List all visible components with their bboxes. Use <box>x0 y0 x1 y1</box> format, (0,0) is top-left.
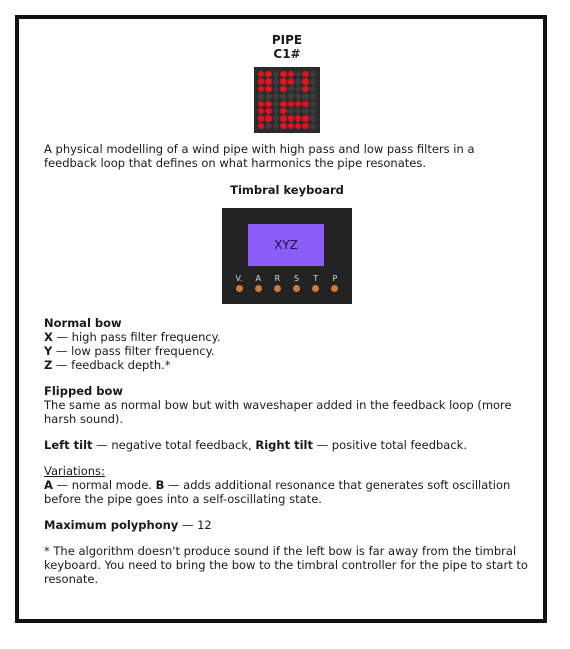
logo-dot <box>288 108 294 114</box>
logo-dot <box>265 101 271 107</box>
logo-dot <box>280 101 286 107</box>
knob-label: P <box>332 274 338 283</box>
normal-bow-section <box>44 316 530 372</box>
logo-dot <box>258 123 264 129</box>
tilt-section <box>44 438 530 452</box>
knob-icon <box>331 285 338 292</box>
knob-label: V. <box>235 274 243 283</box>
logo-dot <box>310 115 316 121</box>
logo-dot <box>310 71 316 77</box>
description-text: A physical modelling of a wind pipe with high pass and low pass filters in a feedback loop that defines on what harmonics the pipe resonates. <box>44 142 475 170</box>
logo-dot <box>265 71 271 77</box>
knob-label: S <box>294 274 300 283</box>
logo-dot <box>265 78 271 84</box>
logo-dot <box>295 86 301 92</box>
logo-dot <box>288 78 294 84</box>
logo-dot <box>302 123 308 129</box>
logo-dot <box>273 86 279 92</box>
logo-dot <box>280 123 286 129</box>
logo-dot <box>280 78 286 84</box>
logo-dot <box>280 71 286 77</box>
footnote-section <box>44 544 530 586</box>
logo-dot <box>273 78 279 84</box>
knob-labels <box>234 272 340 286</box>
knob-icon <box>312 285 319 292</box>
polyphony-section <box>44 518 530 532</box>
logo-dot <box>288 93 294 99</box>
timbral-screen <box>248 224 324 266</box>
footnote-text: * The algorithm doesn't produce sound if the left bow is far away from the timbral keyboard. You need to bring the bow to the timbral controller for the pipe to start to resonate. <box>44 544 528 586</box>
knob-icon <box>255 285 262 292</box>
logo-dot <box>280 86 286 92</box>
logo-dot <box>302 93 308 99</box>
logo-dot <box>295 101 301 107</box>
logo-dot <box>258 86 264 92</box>
knob-row <box>234 285 340 292</box>
logo-dot <box>265 108 271 114</box>
logo-dot <box>273 115 279 121</box>
logo-dot <box>288 123 294 129</box>
logo-dot <box>295 71 301 77</box>
knob-label: T <box>313 274 319 283</box>
logo-dot <box>265 115 271 121</box>
logo-dot <box>265 86 271 92</box>
logo-dot <box>258 71 264 77</box>
logo-dot <box>295 115 301 121</box>
logo-dot <box>258 93 264 99</box>
logo-dot <box>273 101 279 107</box>
logo-dot <box>302 115 308 121</box>
knob-icon <box>236 285 243 292</box>
timbral-screen-text: XYZ <box>274 238 298 252</box>
logo-dot <box>273 93 279 99</box>
logo-dot <box>280 115 286 121</box>
knob-icon <box>293 285 300 292</box>
logo-dot <box>258 78 264 84</box>
normal-bow-item-x: X — high pass filter frequency. <box>44 330 221 344</box>
document-frame <box>15 15 547 623</box>
logo-dot <box>258 108 264 114</box>
logo-dot <box>280 108 286 114</box>
logo-dot <box>310 93 316 99</box>
logo-dot <box>265 123 271 129</box>
logo-dot <box>302 101 308 107</box>
flipped-bow-heading: Flipped bow <box>44 384 123 398</box>
logo-dot <box>295 123 301 129</box>
normal-bow-item-y: Y — low pass filter frequency. <box>44 344 215 358</box>
logo-dot <box>288 86 294 92</box>
left-tilt-label: Left tilt <box>44 438 93 452</box>
timbral-keyboard-device <box>222 208 352 304</box>
logo-dot <box>310 78 316 84</box>
polyphony-label: Maximum polyphony <box>44 518 179 532</box>
logo-dot <box>273 71 279 77</box>
logo-dot <box>310 108 316 114</box>
logo-dot <box>302 78 308 84</box>
right-tilt-text: — positive total feedback. <box>312 438 467 452</box>
logo-dot <box>302 86 308 92</box>
flipped-bow-section <box>44 384 530 426</box>
logo-dot <box>295 108 301 114</box>
normal-bow-heading: Normal bow <box>44 316 122 330</box>
page-subtitle: C1# <box>273 47 301 61</box>
logo-dot <box>258 115 264 121</box>
logo-dot <box>310 101 316 107</box>
left-tilt-text: — negative total feedback, <box>92 438 256 452</box>
timbral-keyboard-heading: Timbral keyboard <box>230 183 344 197</box>
logo-dot <box>258 101 264 107</box>
logo-dot <box>288 115 294 121</box>
logo-dot <box>310 123 316 129</box>
normal-bow-item-z: Z — feedback depth.* <box>44 358 171 372</box>
knob-icon <box>274 285 281 292</box>
pipe-logo-icon <box>254 67 320 133</box>
logo-dot <box>273 108 279 114</box>
right-tilt-label: Right tilt <box>255 438 313 452</box>
knob-label: A <box>255 274 261 283</box>
logo-dot <box>302 71 308 77</box>
variations-section <box>44 464 530 506</box>
logo-dot <box>288 71 294 77</box>
logo-dot <box>310 86 316 92</box>
logo-dot <box>302 108 308 114</box>
logo-dot <box>273 123 279 129</box>
polyphony-value: — 12 <box>178 518 212 532</box>
document-content <box>44 33 530 586</box>
logo-dot <box>295 93 301 99</box>
page-title: PIPE <box>271 33 303 47</box>
variations-text: A — normal mode. B — adds additional resonance that generates soft oscillation before the pipe goes into a self-oscillating state. <box>44 478 511 506</box>
logo-dot <box>288 101 294 107</box>
variations-heading: Variations: <box>44 464 105 478</box>
flipped-bow-text: The same as normal bow but with waveshaper added in the feedback loop (more harsh sound). <box>44 398 512 426</box>
logo-dot <box>265 93 271 99</box>
logo-dot <box>280 93 286 99</box>
logo-dot <box>295 78 301 84</box>
knob-label: R <box>274 274 281 283</box>
